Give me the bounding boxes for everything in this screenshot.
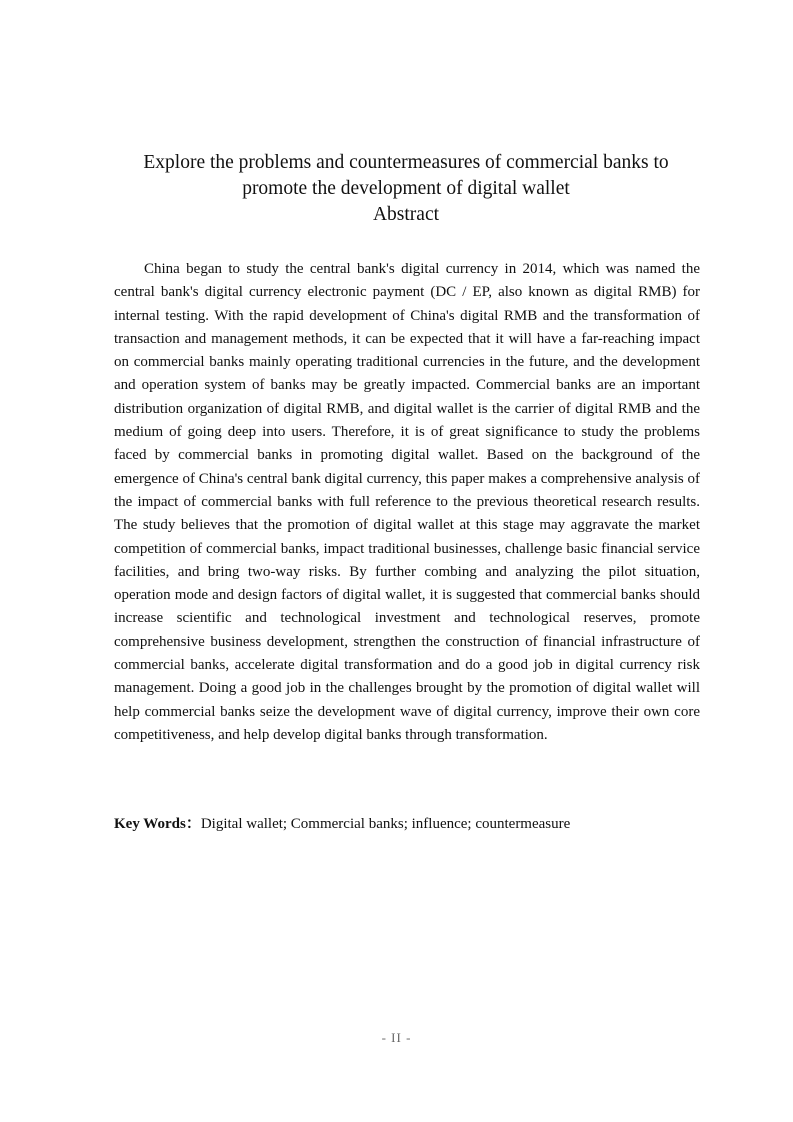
page-number: - II - (381, 1030, 412, 1045)
keywords-line (114, 814, 700, 834)
section-heading: Abstract (372, 204, 440, 225)
title-block (100, 150, 712, 228)
keywords-label: Key Words： (114, 816, 201, 832)
abstract-paragraph: China began to study the central bank's digital currency in 2014, which was named the central bank's digital currency electronic payment (DC / EP, also known as digital RMB) for internal testing. With the rapid development of China's digital RMB and the transformation of transaction and management methods, it can be expected that it will have a far-reaching impact on commercial banks mainly operating traditional currencies in the future, and the development and operation system of banks may be greatly impacted. Commercial banks are an important distribution organization of digital RMB, and digital wallet is the carrier of digital RMB and the medium of going deep into users. Therefore, it is of great significance to study the problems faced by commercial banks in promoting digital wallet. Based on the background of the emergence of China's central bank digital currency, this paper makes a comprehensive analysis of the impact of commercial banks with full reference to the previous theoretical research results. The study believes that the promotion of digital wallet at this stage may aggravate the market competition of commercial banks, impact traditional businesses, challenge basic financial service facilities, and bring two-way risks. By further combing and analyzing the pilot situation, operation mode and design factors of digital wallet, it is suggested that commercial banks should increase scientific and technological investment and technological reserves, promote comprehensive business development, strengthen the construction of financial infrastructure of commercial banks, accelerate digital transformation and do a good job in digital currency risk management. Doing a good job in the challenges brought by the promotion of digital wallet will help commercial banks seize the development wave of digital currency, improve their own core competitiveness, and help develop digital banks through transformation. (114, 261, 700, 743)
title-line-2: promote the development of digital wallet (242, 178, 570, 199)
title-line-1: Explore the problems and countermeasures of commercial banks to (143, 152, 669, 173)
keywords-text: Digital wallet; Commercial banks; influence; countermeasure (200, 816, 571, 832)
